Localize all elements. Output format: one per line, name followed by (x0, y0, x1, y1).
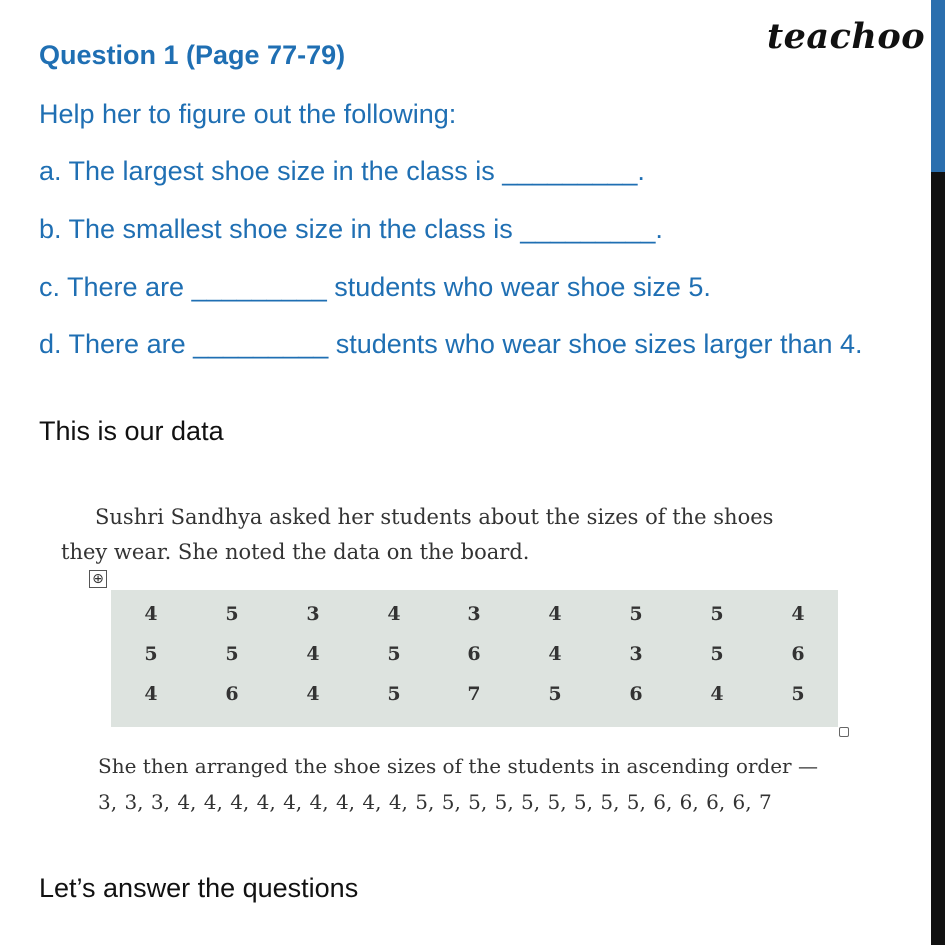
board-cell: 7 (467, 683, 481, 705)
shoe-size-board (111, 590, 838, 727)
board-cell: 5 (225, 643, 239, 665)
board-cell: 4 (144, 683, 158, 705)
question-item-a: a. The largest shoe size in the class is _________. (39, 156, 645, 186)
question-item-b: b. The smallest shoe size in the class is _________. (39, 214, 663, 244)
board-cell: 4 (144, 603, 158, 625)
board-cell: 3 (467, 603, 481, 625)
board-cell: 3 (306, 603, 320, 625)
board-cell: 6 (629, 683, 643, 705)
board-cell: 4 (306, 683, 320, 705)
prompt-text: Help her to figure out the following: (39, 99, 457, 129)
board-cell: 5 (548, 683, 562, 705)
brand-logo: teachoo (767, 16, 926, 57)
board-cell: 6 (467, 643, 481, 665)
table-resize-handle[interactable] (839, 727, 849, 737)
board-cell: 4 (548, 603, 562, 625)
board-cell: 5 (225, 603, 239, 625)
closing-text: Let’s answer the questions (39, 873, 359, 903)
board-cell: 4 (791, 603, 805, 625)
data-intro: This is our data (39, 416, 224, 446)
board-cell: 5 (144, 643, 158, 665)
board-cell: 5 (710, 643, 724, 665)
arranged-intro: She then arranged the shoe sizes of the students in ascending order — (98, 754, 818, 778)
board-cell: 4 (387, 603, 401, 625)
question-item-c: c. There are _________ students who wear shoe size 5. (39, 272, 711, 302)
book-intro-line1: Sushri Sandhya asked her students about the sizes of the shoes (95, 505, 774, 529)
board-cell: 3 (629, 643, 643, 665)
board-cell: 4 (306, 643, 320, 665)
board-cell: 5 (387, 643, 401, 665)
book-intro-line2: they wear. She noted the data on the board. (61, 540, 530, 564)
arranged-sequence: 3, 3, 3, 4, 4, 4, 4, 4, 4, 4, 4, 4, 5, 5, 5, 5, 5, 5, 5, 5, 5, 6, 6, 6, 6, 7 (98, 790, 772, 814)
board-cell: 5 (387, 683, 401, 705)
board-cell: 5 (629, 603, 643, 625)
side-scrollbar-thumb[interactable] (931, 0, 945, 172)
question-title: Question 1 (Page 77-79) (39, 40, 346, 70)
board-cell: 5 (710, 603, 724, 625)
board-cell: 4 (548, 643, 562, 665)
board-cell: 6 (225, 683, 239, 705)
table-move-handle-icon[interactable]: ⊕ (89, 570, 107, 588)
board-cell: 6 (791, 643, 805, 665)
board-cell: 5 (791, 683, 805, 705)
question-item-d: d. There are _________ students who wear shoe sizes larger than 4. (39, 329, 863, 359)
board-cell: 4 (710, 683, 724, 705)
